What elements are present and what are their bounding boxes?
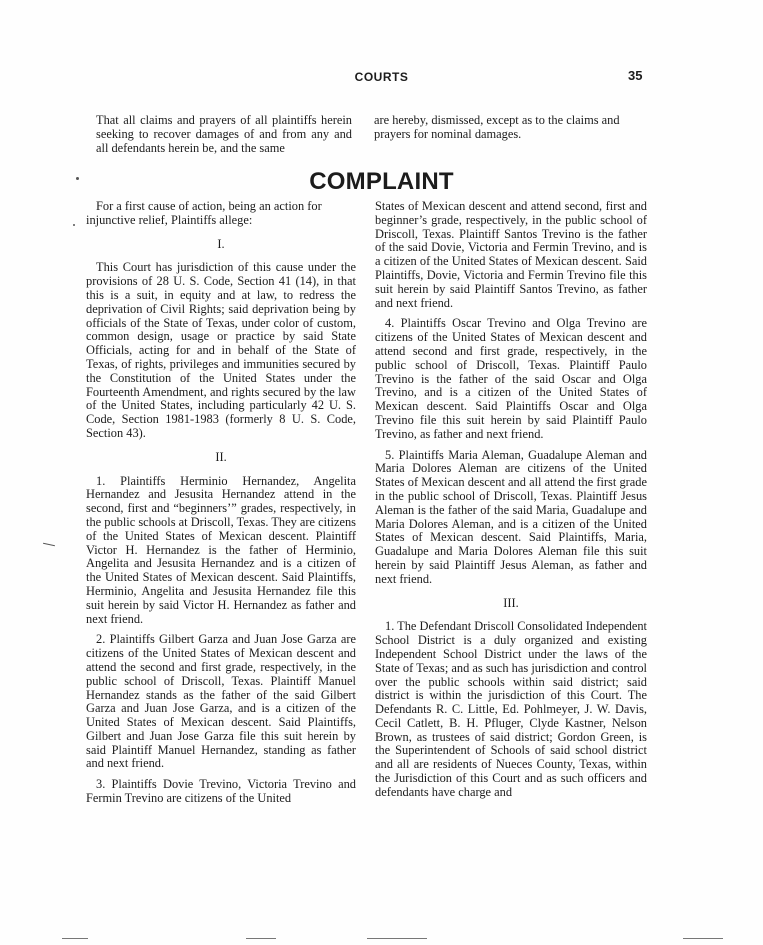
paragraph-4-trevino: 4. Plaintiffs Oscar Trevino and Olga Trevino are citizens of the United States of Mexican descent and attend second and first grade, respectively, in the public school of Driscoll, Texas. Plaintiff Paulo Trevino is the father of the said Oscar and Olga Trevino, and is a citizen of the United States of Mexican descent. Said Plaintiffs Oscar and Olga Trevino file this suit herein by said Plaintiff Paulo Trevino, as father and next friend. (375, 316, 647, 441)
paragraph-5-aleman: 5. Plaintiffs Maria Aleman, Guadalupe Aleman and Maria Dolores Aleman are citizens of the United States of Mexican descent and all attend the first grade in the public school of Driscoll, Texas. Plaintiff Jesus Aleman is the father of the said Maria, Guadalupe and Maria Dolores Aleman, and is a citizen of the United States of Mexican descent. Said Plaintiffs, Maria, Guadalupe and Maria Dolores Aleman file this suit herein by said Plaintiff Jesus Aleman, as father and next friend. (375, 447, 647, 586)
section-heading-i: I. (217, 236, 225, 251)
page-number: 35 (628, 68, 643, 83)
margin-mark (43, 543, 55, 546)
running-head: COURTS (354, 70, 409, 84)
section-heading-ii: II. (215, 449, 227, 464)
footer-rule (367, 938, 427, 939)
top-left-text: That all claims and prayers of all plaintiffs herein seeking to recover damages of and from any and all defendants herein be, and the same (96, 113, 352, 155)
paragraph-3-trevino-cont: States of Mexican descent and attend second, first and beginner’s grade, respectively, in the public school of Driscoll, Texas. Plaintiff Santos Trevino is the father of the said Dovie, Victoria and Fermin Trevino, and is a citizen of the United States of Mexican descent. Said Plaintiffs, Dovie, Victoria and Fermin Trevino file this suit herein by said Plaintiff Santos Trevino, as father and next friend. (375, 199, 647, 310)
margin-mark (76, 177, 79, 180)
intro-paragraph: For a first cause of action, being an action for injunctive relief, Plaintiffs allege: (86, 199, 322, 227)
paragraph-iii-1-defendants: 1. The Defendant Driscoll Consolidated Independent School District is a duly organized and existing Independent School District under the laws of the State of Texas; and as such has jurisdiction and control over the public schools within said district; said district is within the jurisdiction of this Court. The Defendants R. C. Little, Ed. Pohlmeyer, J. W. Davis, Cecil Catlett, B. H. Pfluger, Clyde Kastner, Nelson Brown, as trustees of said district; Gordon Green, is the Superintendent of Schools of said school district and all are residents of Nueces County, Texas, within the Jurisdiction of this Court and as such officers and defendants have charge and (375, 619, 647, 799)
jurisdiction-paragraph: This Court has jurisdiction of this cause under the provisions of 28 U. S. Code, Section 41 (14), in that this is a suit, in equity and at law, to redress the deprivation of Civil Rights; said deprivation being by officials of the State of Texas, under color of custom, common design, usage or practice by said State Officials, acting for and in behalf of the State of Texas, of rights, privileges and immunities secured by the Constitution of the United States under the Fourteenth Amendment, and rights secured by the law of the United States, including particularly 42 U. S. Code, Section 1981-1983 (formerly 8 U. S. Code, Section 43). (86, 260, 356, 440)
right-column (375, 200, 647, 807)
section-heading-iii: III. (503, 595, 519, 610)
paragraph-2-garza: 2. Plaintiffs Gilbert Garza and Juan Jose Garza are citizens of the United States of Mexican descent and attend the second and first grade, respectively, in the public school of Driscoll, Texas. Plaintiff Manuel Hernandez stands as the father of the said Gilbert Garza and Juan Jose Garza, and is a citizen of the United States of Mexican descent. Said Plaintiffs, Gilbert and Juan Jose Garza file this suit herein by said Plaintiff Manuel Hernandez, standing as father and next friend. (86, 632, 356, 771)
margin-mark (73, 224, 75, 226)
footer-rule (683, 938, 723, 939)
paragraph-3-trevino-start: 3. Plaintiffs Dovie Trevino, Victoria Trevino and Fermin Trevino are citizens of the United (86, 777, 356, 806)
footer-rule (62, 938, 88, 939)
footer-rule (246, 938, 276, 939)
left-column (86, 200, 356, 813)
paragraph-1-hernandez: 1. Plaintiffs Herminio Hernandez, Angelita Hernandez and Jesusita Hernandez attend in the second, first and “beginners’” grades, respectively, in the public schools at Driscoll, Texas. They are citizens of the United States of Mexican descent. Plaintiff Victor H. Hernandez is the father of Herminio, Angelita and Jesusita Hernandez and is a citizen of the United States of Mexican descent. Said Plaintiffs, Herminio, Angelita and Jesusita Hernandez file this suit herein by said Victor H. Hernandez as father and next friend. (86, 473, 356, 626)
complaint-heading: COMPLAINT (309, 168, 454, 195)
top-right-text: are hereby, dismissed, except as to the claims and prayers for nominal damages. (374, 113, 620, 141)
